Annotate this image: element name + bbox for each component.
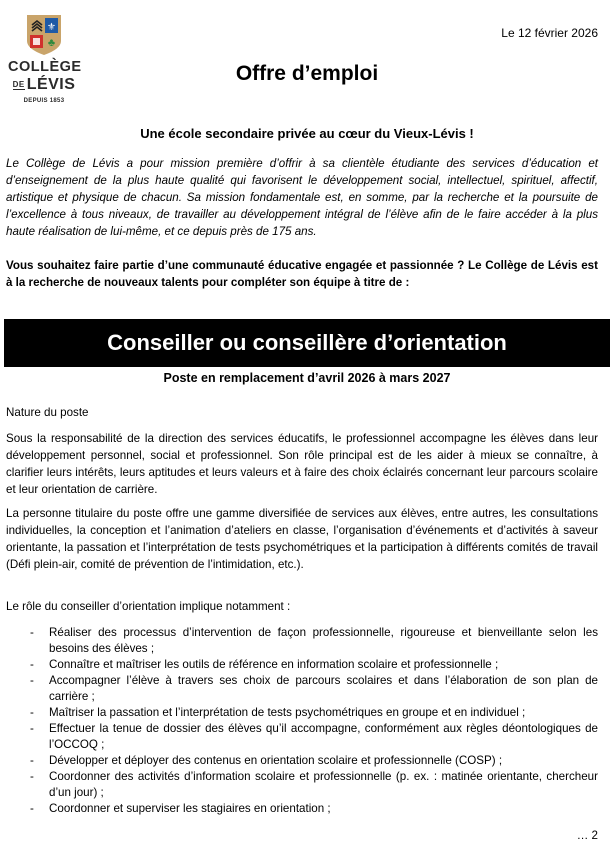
dash-bullet-icon: - (30, 802, 34, 815)
roles-list (6, 625, 598, 817)
coat-of-arms-icon (27, 15, 61, 55)
dash-bullet-icon: - (30, 722, 34, 735)
roles-intro: Le rôle du conseiller d’orientation implique notamment : (6, 600, 291, 613)
document-date: Le 12 février 2026 (501, 26, 598, 40)
list-item (6, 753, 598, 769)
list-item (6, 625, 598, 657)
logo-line-college: COLLÈGE (8, 59, 82, 75)
role-text: Réaliser des processus d’intervention de façon professionnelle, rigoureuse et bienveillante selon les besoins des élèves ; (49, 626, 598, 655)
svg-text:⚜: ⚜ (47, 22, 56, 33)
role-text: Coordonner des activités d’information scolaire et professionnelle (p. ex. : matinée orientante, chercheur d’un jour) ; (49, 770, 598, 799)
logo-de: DE (12, 80, 25, 90)
list-item (6, 705, 598, 721)
logo-levis: LÉVIS (26, 76, 76, 93)
page-title: Offre d’emploi (235, 62, 379, 85)
call-to-action-paragraph: Vous souhaitez faire partie d’une communauté éducative engagée et passionnée ? Le Collège de Lévis est à la recherche de nouveaux talents pour compléter son équipe à titre de : (6, 259, 598, 289)
list-item (6, 657, 598, 673)
role-text: Maîtriser la passation et l’interprétation de tests psychométriques en groupe et en individuel ; (49, 706, 526, 719)
list-item (6, 801, 598, 817)
page-subtitle: Une école secondaire privée au cœur du Vieux-Lévis ! (140, 126, 474, 141)
dash-bullet-icon: - (30, 658, 34, 671)
dash-bullet-icon: - (30, 770, 34, 783)
page-continuation: … 2 (576, 829, 598, 842)
role-text: Connaître et maîtriser les outils de référence en information scolaire et professionnelle ; (49, 658, 499, 671)
role-text: Effectuer la tenue de dossier des élèves qu’il accompagne, conformément aux règles déontologiques de l’OCCOQ ; (49, 722, 598, 751)
dash-bullet-icon: - (30, 706, 34, 719)
logo-since: DEPUIS 1853 (23, 98, 65, 104)
svg-text:♣: ♣ (47, 37, 56, 49)
role-text: Accompagner l’élève à travers ses choix de parcours scolaires et dans l’élaboration de son plan de carrière ; (49, 674, 598, 703)
dash-bullet-icon: - (30, 626, 34, 639)
role-text: Développer et déployer des contenus en orientation scolaire et professionnelle (COSP) ; (49, 754, 503, 767)
list-item (6, 769, 598, 801)
dash-bullet-icon: - (30, 674, 34, 687)
mission-paragraph: Le Collège de Lévis a pour mission première d’offrir à sa clientèle étudiante des services d’éducation et d’enseignement de la plus haute qualité qui favorisent le développement social, intellectuel, spirituel, affectif, artistique et physique de chacun. Sa mission fondamentale est, en somme, par la recherche et la poursuite de l’excellence à tous niveaux, de travailler au développement intégral de l’élève afin de le faire accéder à la plus haute réalisation de lui-même, et ce depuis près de 175 ans. (6, 157, 598, 238)
list-item (6, 721, 598, 753)
job-term: Poste en remplacement d’avril 2026 à mars 2027 (163, 371, 451, 385)
nature-paragraph-1: Sous la responsabilité de la direction des services éducatifs, le professionnel accompagne les élèves dans leur développement personnel, social et professionnel. Son rôle principal est de les aider à mieux se connaître, à clarifier leurs intérêts, leurs aptitudes et leurs valeurs et à faire des choix éclairés concernant leur parcours scolaire et leur orientation de carrière. (6, 432, 598, 496)
section-heading-nature: Nature du poste (6, 406, 89, 419)
nature-paragraph-2: La personne titulaire du poste offre une gamme diversifiée de services aux élèves, entre autres, les consultations individuelles, la conception et l’animation d’ateliers en classe, l’organisation d’événements et d’activités à saveur orientante, la passation et l’interprétation de tests psychométriques et la participation à différents comités de travail (Défi plein-air, comité de prévention de l’intimidation, etc.). (6, 507, 598, 571)
job-title-banner: Conseiller ou conseillère d’orientation (4, 319, 610, 367)
dash-bullet-icon: - (30, 754, 34, 767)
role-text: Coordonner et superviser les stagiaires en orientation ; (49, 802, 331, 815)
list-item (6, 673, 598, 705)
